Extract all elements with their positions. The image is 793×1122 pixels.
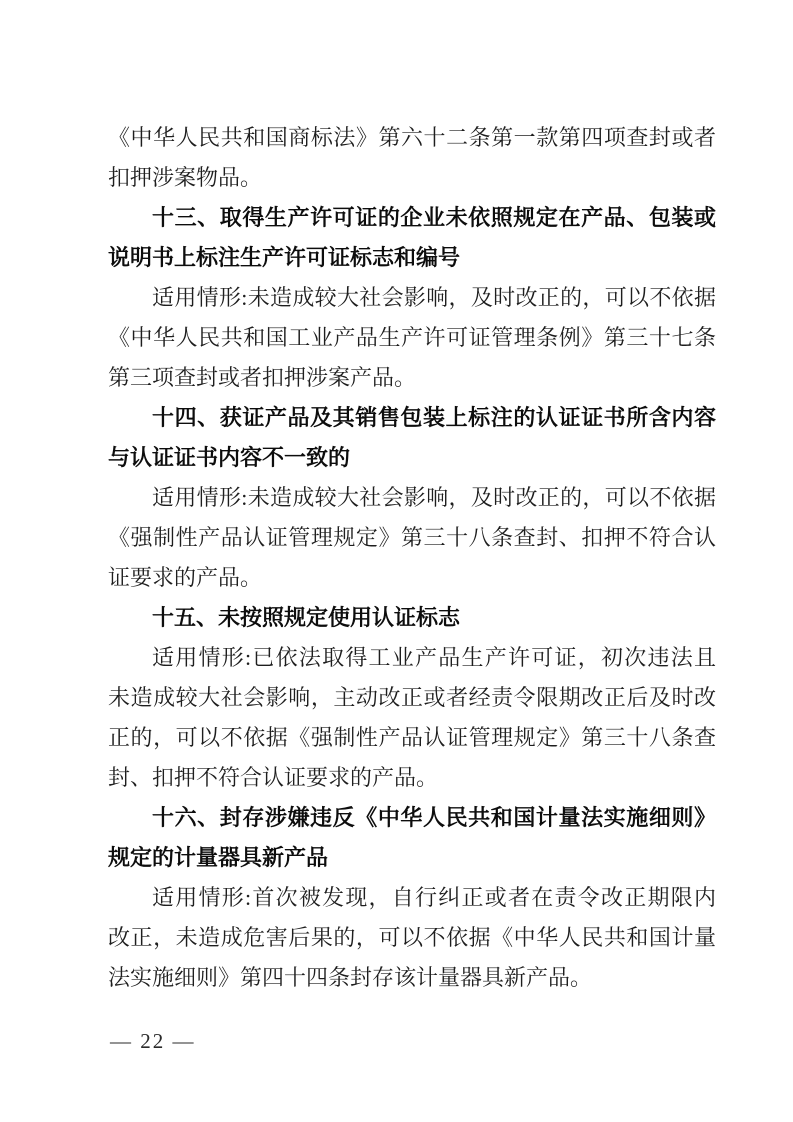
body-line: 封、扣押不符合认证要求的产品。 — [108, 765, 439, 790]
body-line: 适用情形:已依法取得工业产品生产许可证，初次违法且 — [152, 645, 716, 670]
heading-line: 十四、获证产品及其销售包装上标注的认证证书所含内容 — [152, 405, 716, 430]
body-line: 正的，可以不依据《强制性产品认证管理规定》第三十八条查 — [108, 725, 716, 750]
body-line: 法实施细则》第四十四条封存该计量器具新产品。 — [108, 965, 593, 990]
body-line: 证要求的产品。 — [108, 565, 263, 590]
body-line: 改正，未造成危害后果的，可以不依据《中华人民共和国计量 — [108, 925, 716, 950]
document-body — [108, 118, 716, 998]
body-line: 适用情形:未造成较大社会影响，及时改正的，可以不依据 — [152, 285, 716, 310]
heading-line: 十三、取得生产许可证的企业未依照规定在产品、包装或 — [152, 205, 716, 230]
heading-line: 说明书上标注生产许可证标志和编号 — [108, 245, 461, 270]
body-line: 扣押涉案物品。 — [108, 165, 263, 190]
body-line: 适用情形:未造成较大社会影响，及时改正的，可以不依据 — [152, 485, 716, 510]
body-line: 适用情形:首次被发现，自行纠正或者在责令改正期限内 — [152, 885, 716, 910]
body-line: 《中华人民共和国工业产品生产许可证管理条例》第三十七条 — [108, 325, 716, 350]
heading-line: 规定的计量器具新产品 — [108, 845, 329, 870]
heading-line: 十六、封存涉嫌违反《中华人民共和国计量法实施细则》 — [152, 805, 716, 830]
page-number: — 22 — — [110, 1029, 196, 1053]
body-line: 《中华人民共和国商标法》第六十二条第一款第四项查封或者 — [108, 125, 716, 150]
heading-line: 与认证证书内容不一致的 — [108, 445, 351, 470]
heading-line: 十五、未按照规定使用认证标志 — [152, 605, 461, 630]
body-line: 《强制性产品认证管理规定》第三十八条查封、扣押不符合认 — [108, 525, 716, 550]
body-line: 未造成较大社会影响，主动改正或者经责令限期改正后及时改 — [108, 685, 716, 710]
body-line: 第三项查封或者扣押涉案产品。 — [108, 365, 417, 390]
